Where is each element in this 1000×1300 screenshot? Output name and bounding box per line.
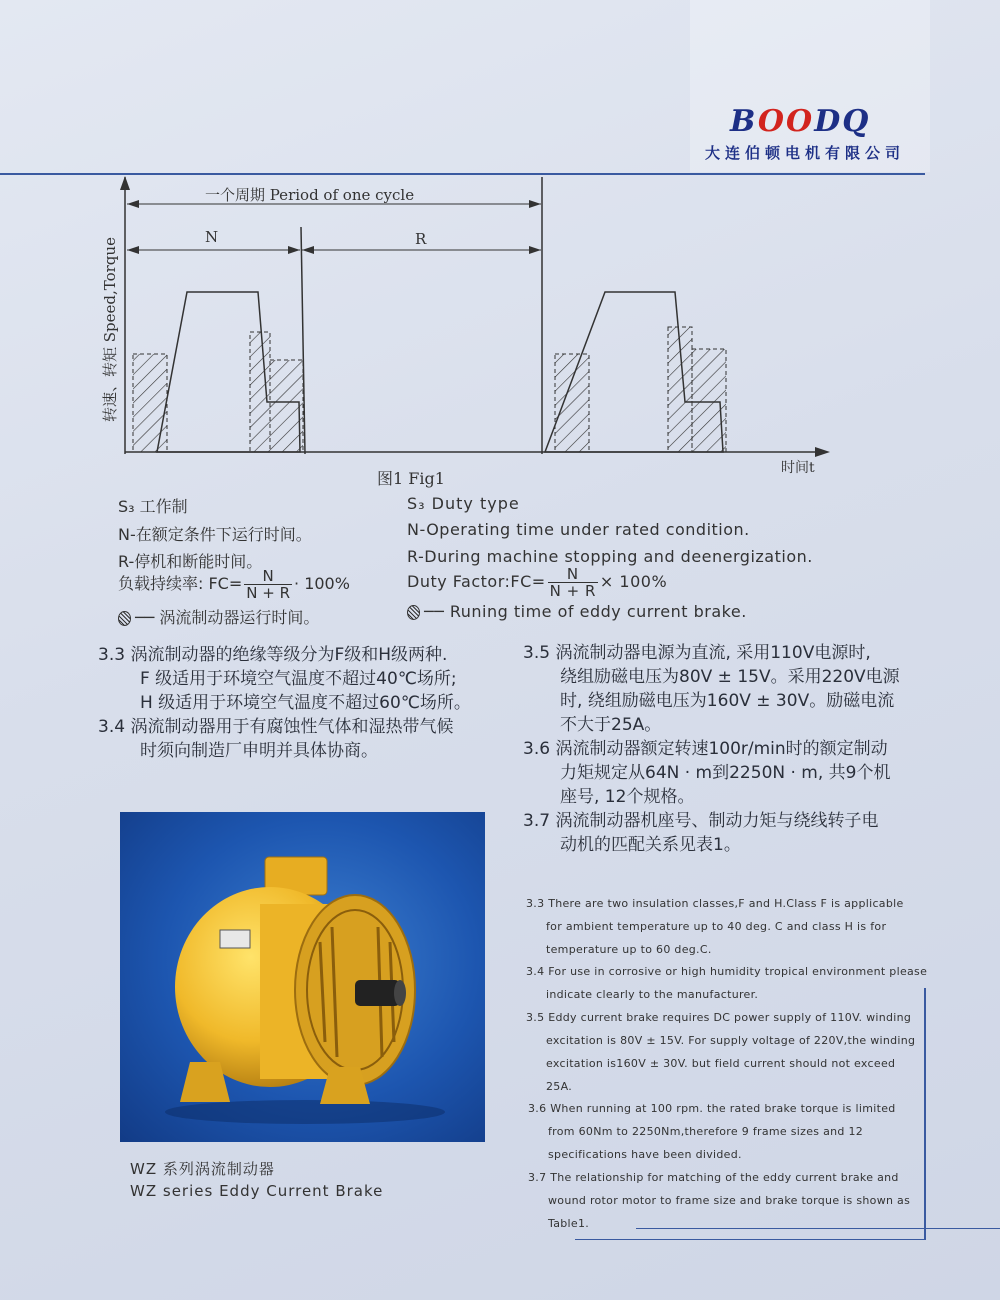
- company-name: 大连伯顿电机有限公司: [705, 144, 906, 162]
- hatch-swatch-icon: [407, 605, 420, 620]
- spec-en-line: excitation is 80V ± 15V. For supply voltage of 220V,the winding: [546, 1034, 916, 1047]
- legend-en-fc: Duty Factor:FC= $\frac{N}{N + R}$ × 100%: [407, 565, 668, 600]
- spec-zh-3-4-line1: 3.4 涡流制动器用于有腐蚀性气体和湿热带气候: [98, 717, 454, 737]
- spec-zh-3-6-line1: 3.6 涡流制动器额定转速100r/min时的额定制动: [523, 739, 888, 759]
- spec-zh-3-5-line1: 3.5 涡流制动器电源为直流, 采用110V电源时,: [523, 643, 871, 663]
- spec-en-line: for ambient temperature up to 40 deg. C and class H is for: [546, 920, 887, 933]
- n-label: N: [205, 228, 219, 246]
- legend-zh-brake: ── 涡流制动器运行时间。: [118, 605, 319, 628]
- spec-zh-3-3-line3: H 级适用于环境空气温度不超过60℃场所。: [140, 693, 471, 713]
- spec-en-line: 3.5 Eddy current brake requires DC power supply of 110V. winding: [526, 1011, 912, 1024]
- spec-en-line: indicate clearly to the manufacturer.: [546, 988, 759, 1001]
- spec-en-line: 3.6 When running at 100 rpm. the rated brake torque is limited: [528, 1102, 896, 1115]
- brake-area: [668, 327, 692, 452]
- y-axis-label: 转速、转矩 Speed,Torque: [101, 237, 119, 422]
- spec-en-line: 3.4 For use in corrosive or high humidity tropical environment please: [526, 965, 928, 978]
- spec-en-line: Table1.: [548, 1217, 590, 1230]
- spec-zh-3-5-line4: 不大于25A。: [560, 715, 662, 735]
- brake-area: [555, 354, 589, 452]
- x-axis-arrow: [815, 447, 830, 457]
- spec-zh-3-4-line2: 时须向制造厂申明并具体协商。: [140, 741, 378, 761]
- decorative-horizontal-rule: [575, 1239, 925, 1240]
- spec-en-line: 3.3 There are two insulation classes,F and H.Class F is applicable: [526, 897, 904, 910]
- brake-area: [692, 349, 726, 452]
- photo-caption-en: WZ series Eddy Current Brake: [130, 1182, 384, 1200]
- spec-en-line: excitation is160V ± 30V. but field current should not exceed: [546, 1057, 896, 1070]
- spec-zh-3-3-line2: F 级适用于环境空气温度不超过40℃场所;: [140, 669, 457, 689]
- r-label: R: [415, 230, 427, 248]
- photo-caption-zh: WZ 系列涡流制动器: [130, 1160, 275, 1178]
- legend-en-n: N-Operating time under rated condition.: [407, 520, 750, 539]
- legend-zh-fc: 负载持续率: FC= $\frac{N}{N + R}$ · 100%: [118, 567, 350, 602]
- spec-en-line: 25A.: [546, 1080, 573, 1093]
- legend-en-r: R-During machine stopping and deenergization.: [407, 547, 813, 566]
- spec-zh-3-7-line2: 动机的匹配关系见表1。: [560, 835, 741, 855]
- spec-en-line: from 60Nm to 2250Nm,therefore 9 frame sizes and 12: [548, 1125, 864, 1138]
- legend-en-brake: ── Runing time of eddy current brake.: [407, 602, 747, 621]
- spec-en-line: 3.7 The relationship for matching of the eddy current brake and: [528, 1171, 899, 1184]
- brake-area: [270, 360, 303, 452]
- brake-photo: [120, 812, 485, 1142]
- hatch-swatch-icon: [118, 611, 131, 626]
- cycle-label: 一个周期 Period of one cycle: [205, 186, 415, 204]
- legend-zh-r: R-停机和断能时间。: [118, 552, 263, 571]
- brake-area: [250, 332, 270, 452]
- decorative-vertical-rule: [924, 988, 926, 1240]
- spec-en-line: specifications have been divided.: [548, 1148, 742, 1161]
- legend-zh-n: N-在额定条件下运行时间。: [118, 525, 312, 544]
- brand-logo: BOODQ: [730, 104, 871, 139]
- spec-zh-3-5-line3: 时, 绕组励磁电压为160V ± 30V。励磁电流: [560, 691, 895, 711]
- y-axis-arrow: [120, 176, 130, 190]
- figure-caption: 图1 Fig1: [377, 469, 445, 488]
- spec-zh-3-6-line2: 力矩规定从64N · m到2250N · m, 共9个机: [560, 763, 891, 783]
- brake-area: [133, 354, 167, 452]
- x-axis-label: 时间t: [781, 460, 815, 476]
- spec-zh-3-7-line1: 3.7 涡流制动器机座号、制动力矩与绕线转子电: [523, 811, 879, 831]
- legend-zh-duty: S₃ 工作制: [118, 497, 188, 516]
- spec-en-line: temperature up to 60 deg.C.: [546, 943, 712, 956]
- spec-zh-3-3-line1: 3.3 涡流制动器的绝缘等级分为F级和H级两种.: [98, 645, 448, 665]
- duty-cycle-figure: [95, 172, 845, 497]
- eddy-current-brake-illustration: [120, 812, 485, 1142]
- legend-en-duty: S₃ Duty type: [407, 494, 520, 513]
- spec-zh-3-6-line3: 座号, 12个规格。: [560, 787, 695, 807]
- spec-zh-3-5-line2: 绕组励磁电压为80V ± 15V。采用220V电源: [560, 667, 900, 687]
- spec-en-line: wound rotor motor to frame size and brake torque is shown as: [548, 1194, 911, 1207]
- decorative-horizontal-rule: [636, 1228, 1000, 1229]
